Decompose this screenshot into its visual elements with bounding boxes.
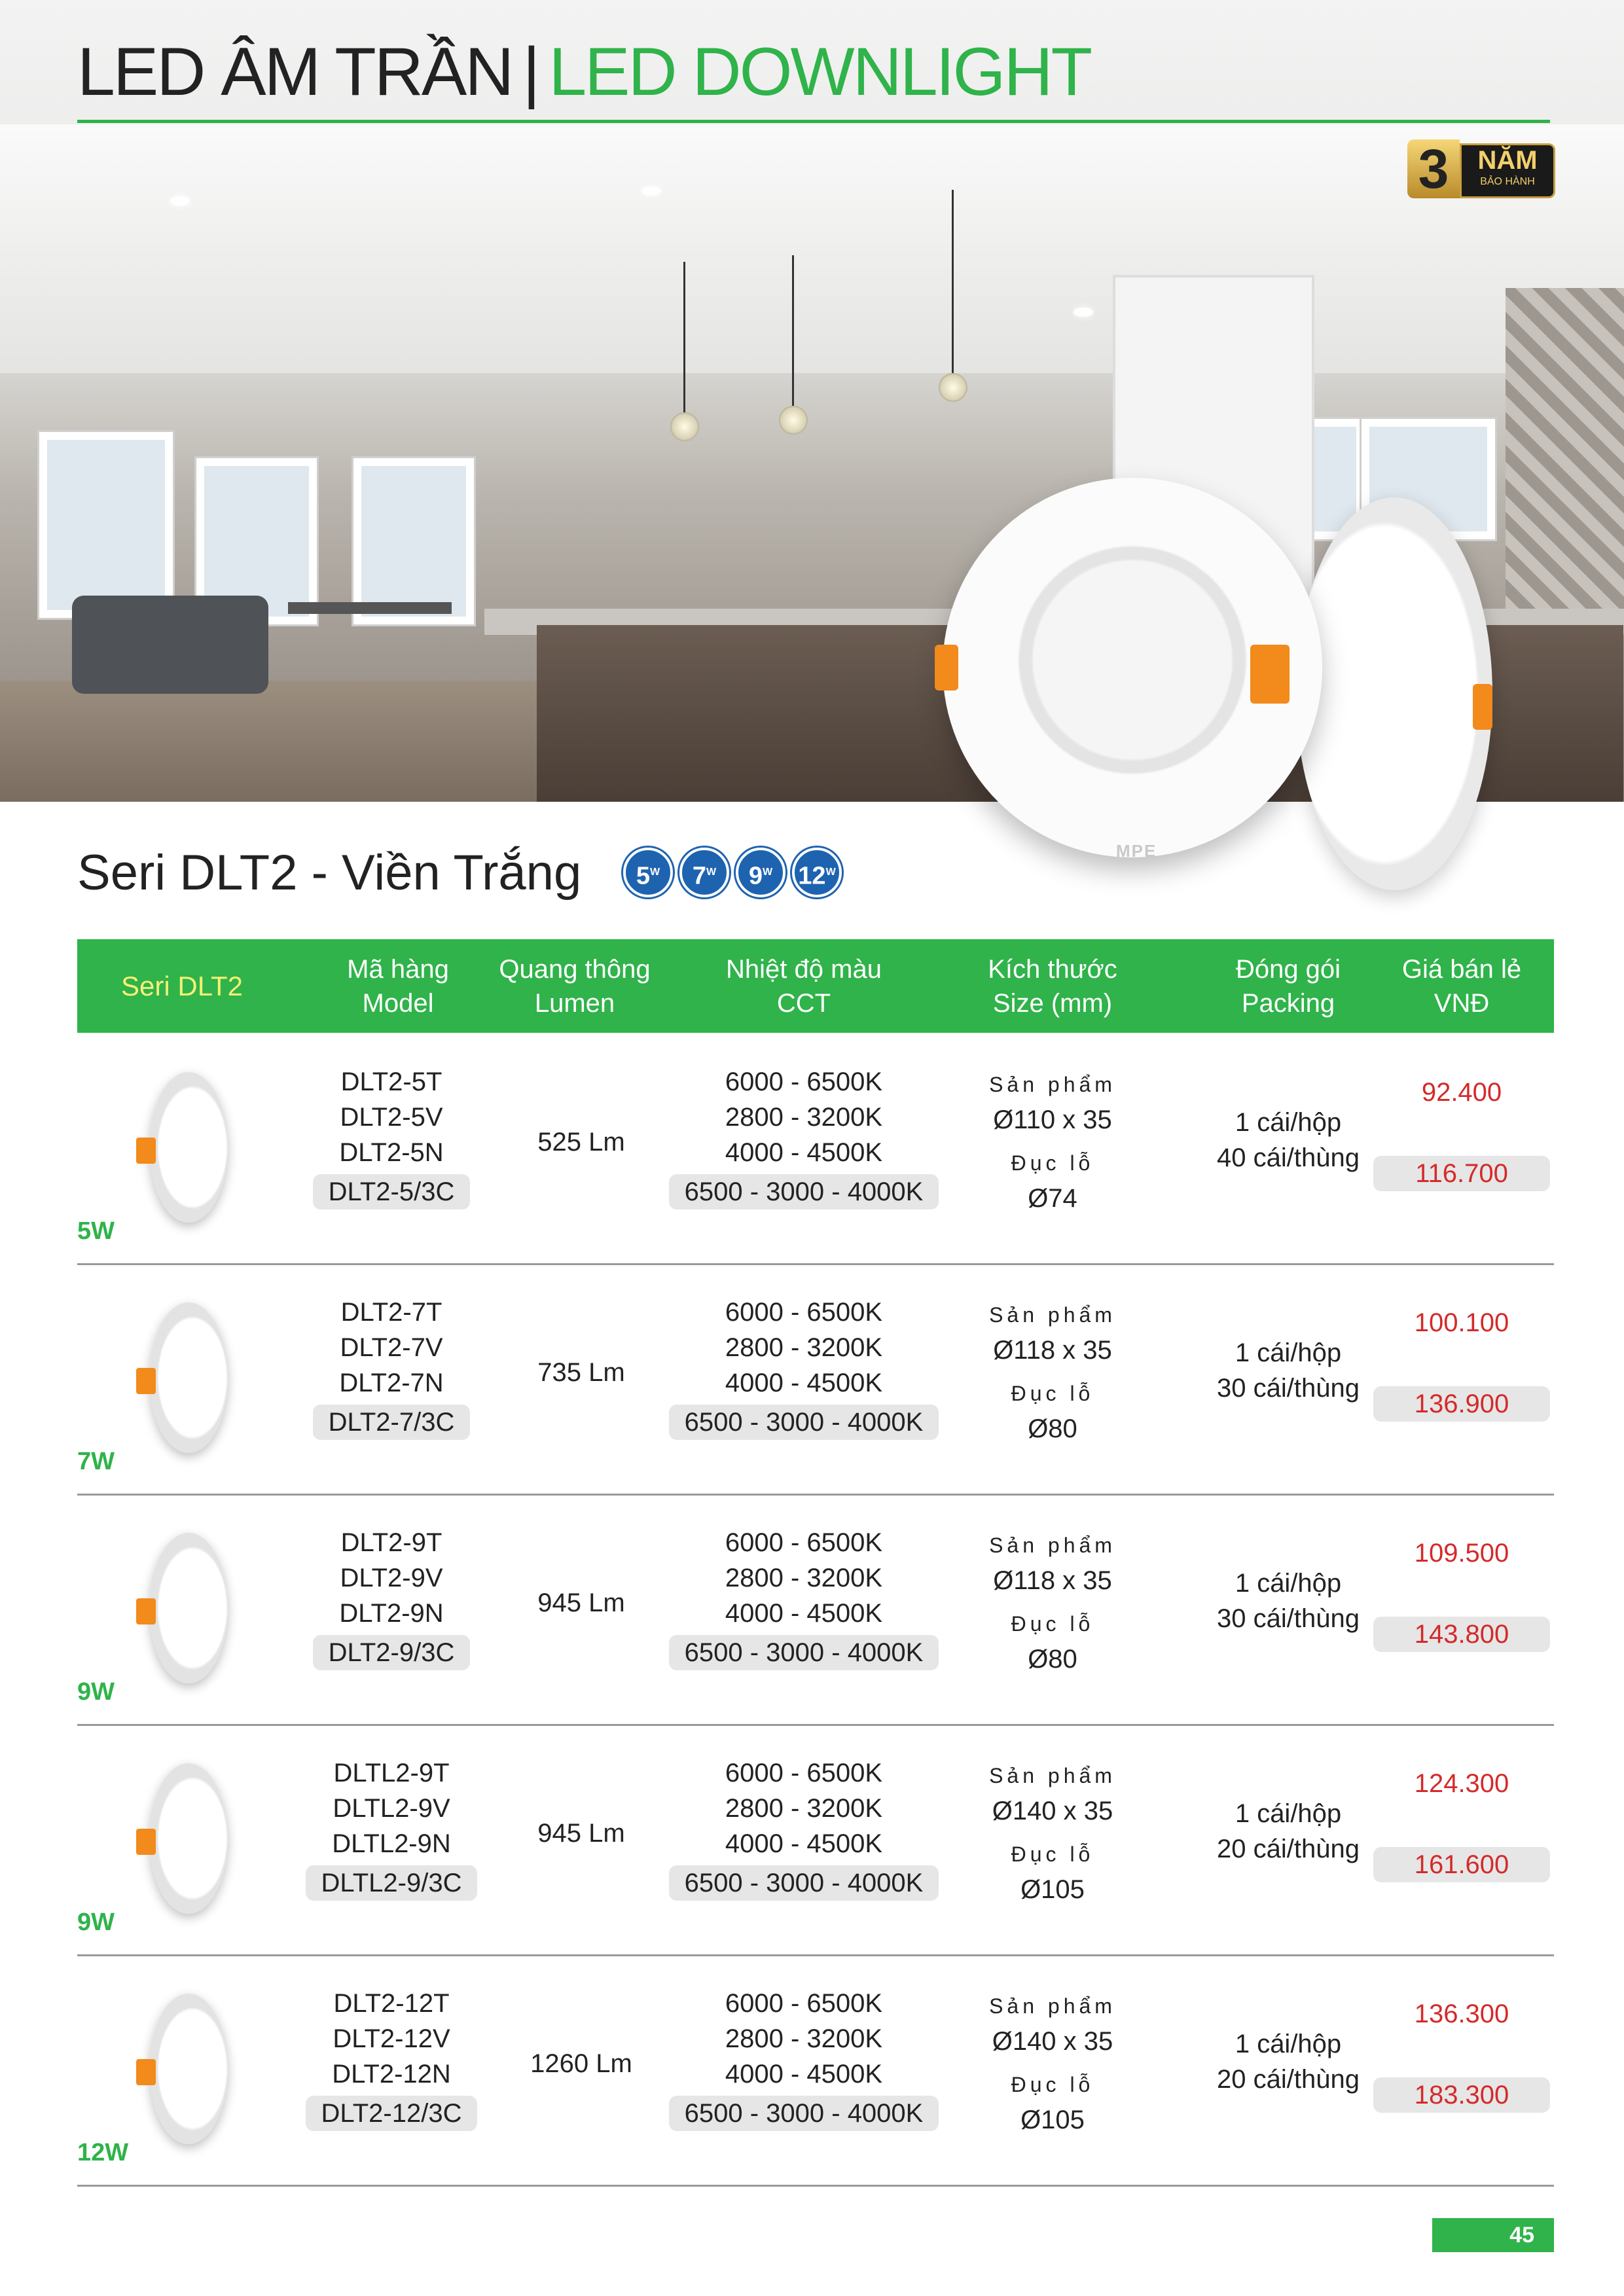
spring-clip bbox=[136, 1598, 156, 1624]
title-separator: | bbox=[522, 34, 539, 110]
model-code: DLTL2-9V bbox=[333, 1794, 450, 1823]
size-label: Sản phẩm bbox=[989, 1303, 1116, 1327]
pendant-lamp bbox=[939, 373, 967, 402]
spring-clip bbox=[136, 1829, 156, 1855]
wattage-label: 9W bbox=[77, 1909, 115, 1936]
spring-clip bbox=[136, 2059, 156, 2085]
model-code: DLT2-5N bbox=[339, 1138, 444, 1167]
spring-clip bbox=[136, 1138, 156, 1164]
model-code: DLT2-12V bbox=[333, 2024, 450, 2053]
cct-value: 6000 - 6500K bbox=[725, 1989, 883, 2018]
downlight-disc bbox=[149, 1994, 228, 2144]
packing-box: 1 cái/hộp bbox=[1235, 1108, 1342, 1137]
model-3c: DLTL2-9/3C bbox=[306, 1865, 478, 1901]
page-number: 45 bbox=[1432, 2218, 1554, 2252]
model-code: DLT2-12N bbox=[332, 2060, 451, 2089]
cutout-value: Ø105 bbox=[1020, 2106, 1085, 2134]
price-block bbox=[1373, 1075, 1550, 1191]
price-value: 109.500 bbox=[1414, 1539, 1509, 1568]
title-underline bbox=[77, 120, 1550, 123]
size-block bbox=[954, 1297, 1151, 1446]
wattage-label: 5W bbox=[77, 1217, 115, 1245]
model-code: DLT2-12T bbox=[333, 1989, 450, 2018]
size-value: Ø140 x 35 bbox=[992, 2027, 1113, 2056]
title-english: LED DOWNLIGHT bbox=[549, 34, 1091, 110]
packing-carton: 20 cái/thùng bbox=[1217, 1835, 1360, 1863]
spring-clip bbox=[136, 1368, 156, 1394]
title-vietnamese: LED ÂM TRẦN bbox=[77, 34, 513, 110]
wattage-label: 9W bbox=[77, 1678, 115, 1706]
price-3c: 161.600 bbox=[1373, 1847, 1550, 1882]
header-lumen: Quang thông Lumen bbox=[499, 954, 651, 1018]
price-3c: 116.700 bbox=[1373, 1156, 1550, 1191]
product-brand-mark: MPE bbox=[1116, 841, 1157, 861]
model-code: DLTL2-9T bbox=[333, 1759, 450, 1787]
cutout-label: Đục lỗ bbox=[1011, 1842, 1094, 1866]
size-value: Ø118 x 35 bbox=[993, 1566, 1112, 1595]
model-3c: DLT2-7/3C bbox=[313, 1405, 471, 1440]
downlight-disc bbox=[149, 1763, 228, 1914]
model-code: DLTL2-9N bbox=[332, 1829, 451, 1858]
size-label: Sản phẩm bbox=[989, 1994, 1116, 2018]
wattage-badge: $5^W$ bbox=[623, 848, 673, 897]
spring-clip bbox=[1473, 684, 1492, 730]
cutout-label: Đục lỗ bbox=[1011, 1382, 1094, 1405]
model-list bbox=[287, 1064, 496, 1210]
cutout-value: Ø80 bbox=[1028, 1645, 1077, 1674]
cct-value: 2800 - 3200K bbox=[725, 1103, 883, 1132]
cct-value: 4000 - 4500K bbox=[725, 1829, 883, 1858]
table-row bbox=[77, 1033, 1554, 1265]
price-3c: 143.800 bbox=[1373, 1617, 1550, 1652]
cutout-value: Ø80 bbox=[1028, 1414, 1077, 1443]
size-label: Sản phẩm bbox=[989, 1764, 1116, 1787]
stone-wall bbox=[1506, 288, 1624, 628]
cct-list bbox=[653, 1295, 954, 1440]
wattage-badge: $12^W$ bbox=[792, 848, 842, 897]
downlight-disc bbox=[149, 1072, 228, 1223]
product-thumbnail bbox=[123, 1072, 241, 1229]
product-downlight-side bbox=[1296, 497, 1492, 890]
lumen-value: 1260 Lm bbox=[530, 2049, 632, 2078]
model-3c: DLT2-12/3C bbox=[306, 2096, 478, 2131]
dining-table bbox=[288, 602, 452, 614]
cct-value: 2800 - 3200K bbox=[725, 1794, 883, 1823]
cct-list bbox=[653, 1064, 954, 1210]
table-row bbox=[77, 1724, 1554, 1956]
model-list bbox=[287, 1295, 496, 1440]
window bbox=[39, 432, 173, 618]
price-value: 124.300 bbox=[1414, 1769, 1509, 1798]
price-value: 100.100 bbox=[1414, 1308, 1509, 1337]
ceiling-spotlight bbox=[170, 196, 190, 206]
wattage-badges bbox=[623, 848, 842, 897]
header-series: Seri DLT2 bbox=[121, 970, 243, 1001]
spring-clip bbox=[935, 645, 958, 691]
lumen-value: 735 Lm bbox=[537, 1358, 625, 1387]
pendant-wire bbox=[952, 190, 954, 373]
cct-3c: 6500 - 3000 - 4000K bbox=[669, 1635, 939, 1670]
model-list bbox=[287, 1755, 496, 1901]
cct-list bbox=[653, 1525, 954, 1670]
page-title bbox=[77, 34, 1091, 110]
downlight-disc bbox=[149, 1533, 228, 1683]
model-3c: DLT2-9/3C bbox=[313, 1635, 471, 1670]
packing-carton: 30 cái/thùng bbox=[1217, 1374, 1360, 1403]
cct-3c: 6500 - 3000 - 4000K bbox=[669, 2096, 939, 2131]
header-price: Giá bán lẻ VNĐ bbox=[1401, 954, 1522, 1018]
wattage-label: 7W bbox=[77, 1448, 115, 1475]
model-3c: DLT2-5/3C bbox=[313, 1174, 471, 1210]
product-thumbnail bbox=[123, 1763, 241, 1920]
pendant-wire bbox=[792, 255, 794, 406]
spring-clip bbox=[1250, 645, 1290, 704]
lumen-value: 525 Lm bbox=[537, 1128, 625, 1157]
cct-3c: 6500 - 3000 - 4000K bbox=[669, 1865, 939, 1901]
cct-value: 4000 - 4500K bbox=[725, 1599, 883, 1628]
wattage-badge: $7^W$ bbox=[679, 848, 729, 897]
cct-value: 4000 - 4500K bbox=[725, 1369, 883, 1397]
wattage-label: 12W bbox=[77, 2139, 129, 2166]
price-block bbox=[1373, 1535, 1550, 1652]
pendant-lamp bbox=[779, 406, 808, 435]
packing-carton: 40 cái/thùng bbox=[1217, 1143, 1360, 1172]
table-row bbox=[77, 1263, 1554, 1496]
cutout-value: Ø74 bbox=[1028, 1184, 1077, 1213]
size-block bbox=[954, 1528, 1151, 1677]
cct-3c: 6500 - 3000 - 4000K bbox=[669, 1405, 939, 1440]
packing-carton: 20 cái/thùng bbox=[1217, 2065, 1360, 2094]
model-code: DLT2-9T bbox=[340, 1528, 442, 1557]
header-model: Mã hàng Model bbox=[347, 954, 449, 1018]
model-list bbox=[287, 1986, 496, 2131]
cct-value: 6000 - 6500K bbox=[725, 1298, 883, 1327]
table-header bbox=[77, 939, 1554, 1033]
size-block bbox=[954, 1758, 1151, 1907]
lumen-value: 945 Lm bbox=[537, 1588, 625, 1617]
cct-value: 2800 - 3200K bbox=[725, 2024, 883, 2053]
price-value: 92.400 bbox=[1421, 1078, 1502, 1107]
cct-value: 6000 - 6500K bbox=[725, 1067, 883, 1096]
cct-list bbox=[653, 1755, 954, 1901]
table-row bbox=[77, 1954, 1554, 2187]
size-value: Ø118 x 35 bbox=[993, 1336, 1112, 1365]
cutout-label: Đục lỗ bbox=[1011, 2073, 1094, 2096]
table-row bbox=[77, 1494, 1554, 1726]
cutout-value: Ø105 bbox=[1020, 1875, 1085, 1904]
cct-value: 4000 - 4500K bbox=[725, 1138, 883, 1167]
ceiling bbox=[0, 124, 1624, 373]
cct-value: 4000 - 4500K bbox=[725, 2060, 883, 2089]
model-code: DLT2-7N bbox=[339, 1369, 444, 1397]
cct-value: 6000 - 6500K bbox=[725, 1528, 883, 1557]
model-code: DLT2-7T bbox=[340, 1298, 442, 1327]
warranty-label-box bbox=[1460, 143, 1555, 198]
sofa bbox=[72, 596, 268, 694]
floor bbox=[0, 681, 537, 802]
product-thumbnail bbox=[123, 1533, 241, 1690]
size-value: Ø110 x 35 bbox=[993, 1105, 1112, 1134]
pendant-lamp bbox=[670, 412, 699, 441]
cct-list bbox=[653, 1986, 954, 2131]
packing-carton: 30 cái/thùng bbox=[1217, 1604, 1360, 1633]
price-block bbox=[1373, 1996, 1550, 2113]
cct-value: 2800 - 3200K bbox=[725, 1564, 883, 1592]
packing-box: 1 cái/hộp bbox=[1235, 2030, 1342, 2058]
model-code: DLT2-9N bbox=[339, 1599, 444, 1628]
model-code: DLT2-5V bbox=[340, 1103, 443, 1132]
product-thumbnail bbox=[123, 1994, 241, 2151]
warranty-badge bbox=[1407, 139, 1551, 198]
window bbox=[353, 458, 474, 624]
size-value: Ø140 x 35 bbox=[992, 1797, 1113, 1825]
header-packing: Đóng gói Packing bbox=[1235, 954, 1341, 1018]
header-size: Kích thước Size (mm) bbox=[988, 954, 1117, 1018]
size-label: Sản phẩm bbox=[989, 1534, 1116, 1557]
cutout-label: Đục lỗ bbox=[1011, 1612, 1094, 1636]
price-block bbox=[1373, 1766, 1550, 1882]
warranty-years: 3 bbox=[1407, 139, 1460, 198]
lumen-value: 945 Lm bbox=[537, 1819, 625, 1848]
price-block bbox=[1373, 1305, 1550, 1422]
cct-3c: 6500 - 3000 - 4000K bbox=[669, 1174, 939, 1210]
packing-box: 1 cái/hộp bbox=[1235, 1799, 1342, 1828]
wattage-badge: $9^W$ bbox=[736, 848, 785, 897]
model-code: DLT2-7V bbox=[340, 1333, 443, 1362]
model-list bbox=[287, 1525, 496, 1670]
product-thumbnail bbox=[123, 1302, 241, 1460]
pendant-wire bbox=[683, 262, 685, 412]
header-cct: Nhiệt độ màu CCT bbox=[726, 954, 882, 1018]
cct-value: 2800 - 3200K bbox=[725, 1333, 883, 1362]
series-title: Seri DLT2 - Viền Trắng bbox=[77, 845, 582, 901]
price-3c: 183.300 bbox=[1373, 2077, 1550, 2113]
ceiling-spotlight bbox=[1074, 308, 1093, 317]
warranty-subtext: BẢO HÀNH bbox=[1480, 176, 1535, 187]
ceiling-spotlight bbox=[641, 187, 661, 196]
packing-box: 1 cái/hộp bbox=[1235, 1569, 1342, 1598]
price-value: 136.300 bbox=[1414, 2000, 1509, 2028]
packing-box: 1 cái/hộp bbox=[1235, 1338, 1342, 1367]
warranty-word: NĂM bbox=[1477, 146, 1538, 175]
cutout-label: Đục lỗ bbox=[1011, 1151, 1094, 1175]
downlight-disc bbox=[149, 1302, 228, 1453]
cct-value: 6000 - 6500K bbox=[725, 1759, 883, 1787]
model-code: DLT2-5T bbox=[340, 1067, 442, 1096]
size-label: Sản phẩm bbox=[989, 1073, 1116, 1096]
size-block bbox=[954, 1067, 1151, 1216]
price-3c: 136.900 bbox=[1373, 1386, 1550, 1422]
size-block bbox=[954, 1988, 1151, 2138]
model-code: DLT2-9V bbox=[340, 1564, 443, 1592]
